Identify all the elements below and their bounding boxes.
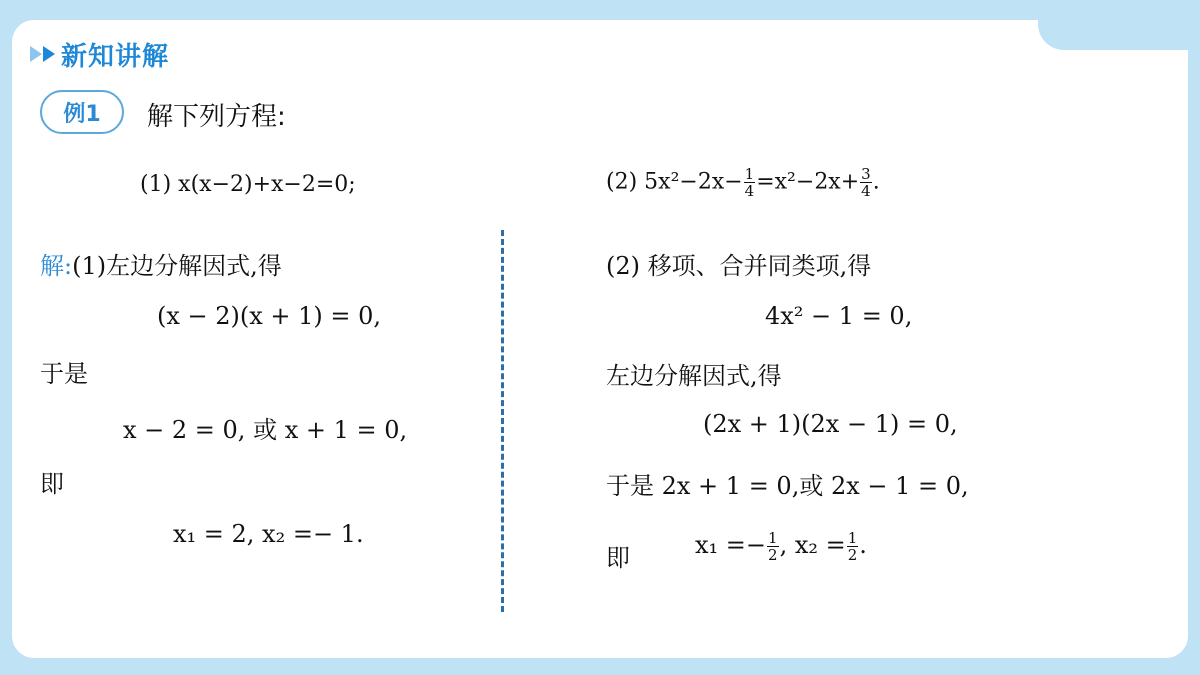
solution-2-intro: (2) 移项、合并同类项,得 <box>606 252 872 280</box>
solution-1-cases: x − 2 = 0, 或 x + 1 = 0, <box>123 416 408 444</box>
solution-2-factor-intro: 左边分解因式,得 <box>606 362 782 390</box>
solution-2-roots <box>695 530 867 563</box>
card-notch <box>1038 20 1188 50</box>
fraction-3-4: $\frac{3}{4}$ <box>861 165 871 200</box>
problem-1-text: x(x−2)+x−2=0; <box>178 172 356 197</box>
solution-2-simplified: 4x² − 1 = 0, <box>765 302 913 330</box>
solution-1-roots: x₁ = 2, x₂ =− 1. <box>173 520 364 548</box>
solution-2-end: . <box>859 531 867 559</box>
solution-1-intro-text: (1)左边分解因式,得 <box>72 252 282 280</box>
solution-2-cases: 于是 2x + 1 = 0,或 2x − 1 = 0, <box>606 472 969 500</box>
solution-2-root2: , x₂ = <box>779 531 846 559</box>
solution-2-factored: (2x + 1)(2x − 1) = 0, <box>703 410 958 438</box>
solution-2-root1: x₁ =− <box>695 531 767 559</box>
column-divider <box>501 230 504 612</box>
solution-1-yushi: 于是 <box>40 360 88 388</box>
double-arrow-icon <box>30 46 55 62</box>
fraction-1-2-b: $\frac{1}{2}$ <box>847 529 858 564</box>
problem-2-label: (2) <box>606 169 638 195</box>
problem-2-end: . <box>872 169 880 195</box>
solution-2-ji: 即 <box>606 544 630 572</box>
problem-2-mid: =x²−2x+ <box>756 169 860 195</box>
problem-1-label: (1) <box>140 172 172 197</box>
solution-1-intro <box>40 246 282 281</box>
solution-1-ji: 即 <box>40 470 64 498</box>
problem-2 <box>606 166 880 199</box>
fraction-1-4: $\frac{1}{4}$ <box>744 165 755 200</box>
example-prompt: 解下列方程: <box>147 102 286 132</box>
example-badge: 例1 <box>40 90 124 134</box>
problem-2-lhs: 5x²−2x− <box>644 169 743 195</box>
section-header <box>30 38 169 70</box>
section-title: 新知讲解 <box>61 41 170 72</box>
solution-1-factored: (x − 2)(x + 1) = 0, <box>157 302 382 330</box>
solution-label: 解: <box>40 252 73 280</box>
fraction-1-2-a: $\frac{1}{2}$ <box>768 529 778 564</box>
problem-1 <box>140 172 356 197</box>
